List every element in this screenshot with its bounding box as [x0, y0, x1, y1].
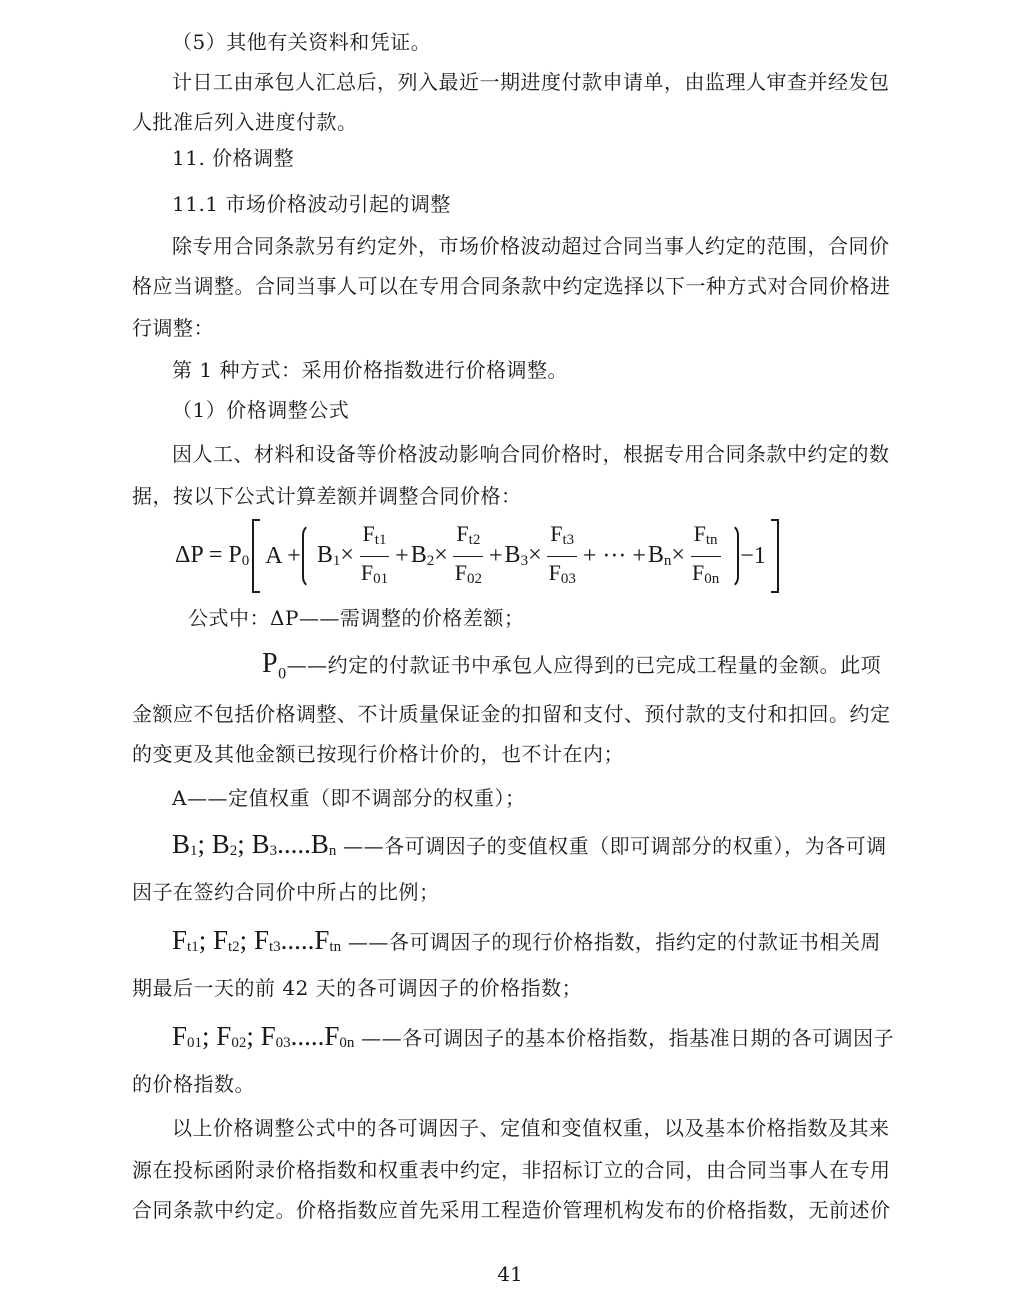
- formula-operator: +: [395, 542, 409, 569]
- text-line: 期最后一天的前 42 天的各可调因子的价格指数；: [132, 976, 583, 1000]
- page-number: 41: [497, 1262, 523, 1286]
- text-line: 人批准后列入进度付款。: [132, 110, 358, 134]
- right-paren: [727, 523, 739, 589]
- formula-b-term: $B_n\times$: [647, 542, 685, 569]
- formula-b-term: $B_2\times$: [410, 542, 448, 569]
- left-bracket: [252, 519, 260, 593]
- text-line: 源在投标函附录价格指数和权重表中约定，非招标订立的合同，由合同当事人在专用: [132, 1158, 891, 1182]
- text-line: 除专用合同条款另有约定外，市场价格波动超过合同当事人约定的范围，合同价: [172, 234, 890, 258]
- formula-b-term: $B_3\times$: [504, 542, 542, 569]
- text-line: 合同条款中约定。价格指数应首先采用工程造价管理机构发布的价格指数，无前述价: [132, 1198, 891, 1222]
- text-line: 的变更及其他金额已按现行价格计价的，也不计在内；: [132, 742, 624, 766]
- text-line: 因人工、材料和设备等价格波动影响合同价格时，根据专用合同条款中约定的数: [172, 442, 890, 466]
- formula-b-term: $B_1\times$: [316, 542, 354, 569]
- section-heading: 11. 价格调整: [172, 146, 295, 170]
- subsection-heading: 11.1 市场价格波动引起的调整: [172, 192, 451, 216]
- formula-operator: + ··· +: [582, 542, 646, 569]
- text-line: 公式中：ΔP——需调整的价格差额；: [188, 606, 525, 630]
- formula-fraction: $\frac{F_{t2}}{F_{02}}$: [454, 520, 482, 587]
- formula-operator: +: [489, 542, 503, 569]
- definition-line: $F_{01}$; $F_{02}$; $F_{03}.....F_{0n}$ ——各可调因子的基本价格指数，指基准日期的各可调因子: [172, 1021, 895, 1051]
- definition-line: $F_{t1}$; $F_{t2}$; $F_{t3}.....F_{tn}$ ——各可调因子的现行价格指数，指约定的付款证书相关周: [172, 925, 881, 955]
- text-line: 金额应不包括价格调整、不计质量保证金的扣留和支付、预付款的支付和扣回。约定: [132, 702, 891, 726]
- text-line: 据，按以下公式计算差额并调整合同价格：: [132, 484, 522, 508]
- left-paren: [302, 523, 314, 589]
- symbol-b-list: $B_1$; $B_2$; $B_3.....B_n$: [172, 829, 337, 859]
- formula-fraction: $\frac{F_{t1}}{F_{01}}$: [360, 520, 389, 587]
- text-line: 格应当调整。合同当事人可以在专用合同条款中约定选择以下一种方式对合同价格进: [132, 274, 891, 298]
- text-line: 第 1 种方式：采用价格指数进行价格调整。: [172, 358, 568, 382]
- text-line: 行调整：: [132, 316, 214, 340]
- definition-line: $B_1$; $B_2$; $B_3.....B_n$ ——各可调因子的变值权重（即可调部分的权重），为各可调: [172, 829, 887, 859]
- formula-fraction: $\frac{F_{t3}}{F_{03}}$: [548, 520, 576, 587]
- text-line: 因子在签约合同价中所占的比例；: [132, 880, 440, 904]
- formula-a-term: A +: [265, 542, 301, 569]
- definition-line: $P_0——$约定的付款证书中承包人应得到的已完成工程量的金额。此项: [262, 648, 882, 683]
- formula-lhs: $\Delta P = P_0$: [175, 542, 250, 569]
- price-adjustment-formula: [174, 518, 781, 594]
- symbol-f0-list: $F_{01}$; $F_{02}$; $F_{03}.....F_{0n}$: [172, 1021, 355, 1051]
- symbol-ft-list: $F_{t1}$; $F_{t2}$; $F_{t3}.....F_{tn}$: [172, 925, 342, 955]
- text-line: 的价格指数。: [132, 1072, 255, 1096]
- formula-minus-one: −1: [740, 542, 766, 569]
- text-line: （5）其他有关资料和凭证。: [172, 30, 432, 54]
- text-line: 以上价格调整公式中的各可调因子、定值和变值权重，以及基本价格指数及其来: [172, 1116, 890, 1140]
- right-bracket: [771, 519, 779, 593]
- text-line: （1）价格调整公式: [172, 398, 350, 422]
- formula-fraction: $\frac{F_{tn}}{F_{0n}}$: [691, 520, 720, 587]
- text-line: A——定值权重（即不调部分的权重）；: [172, 786, 526, 810]
- symbol-p0: $P_0$: [262, 648, 287, 683]
- text-line: 计日工由承包人汇总后，列入最近一期进度付款申请单，由监理人审查并经发包: [172, 70, 890, 94]
